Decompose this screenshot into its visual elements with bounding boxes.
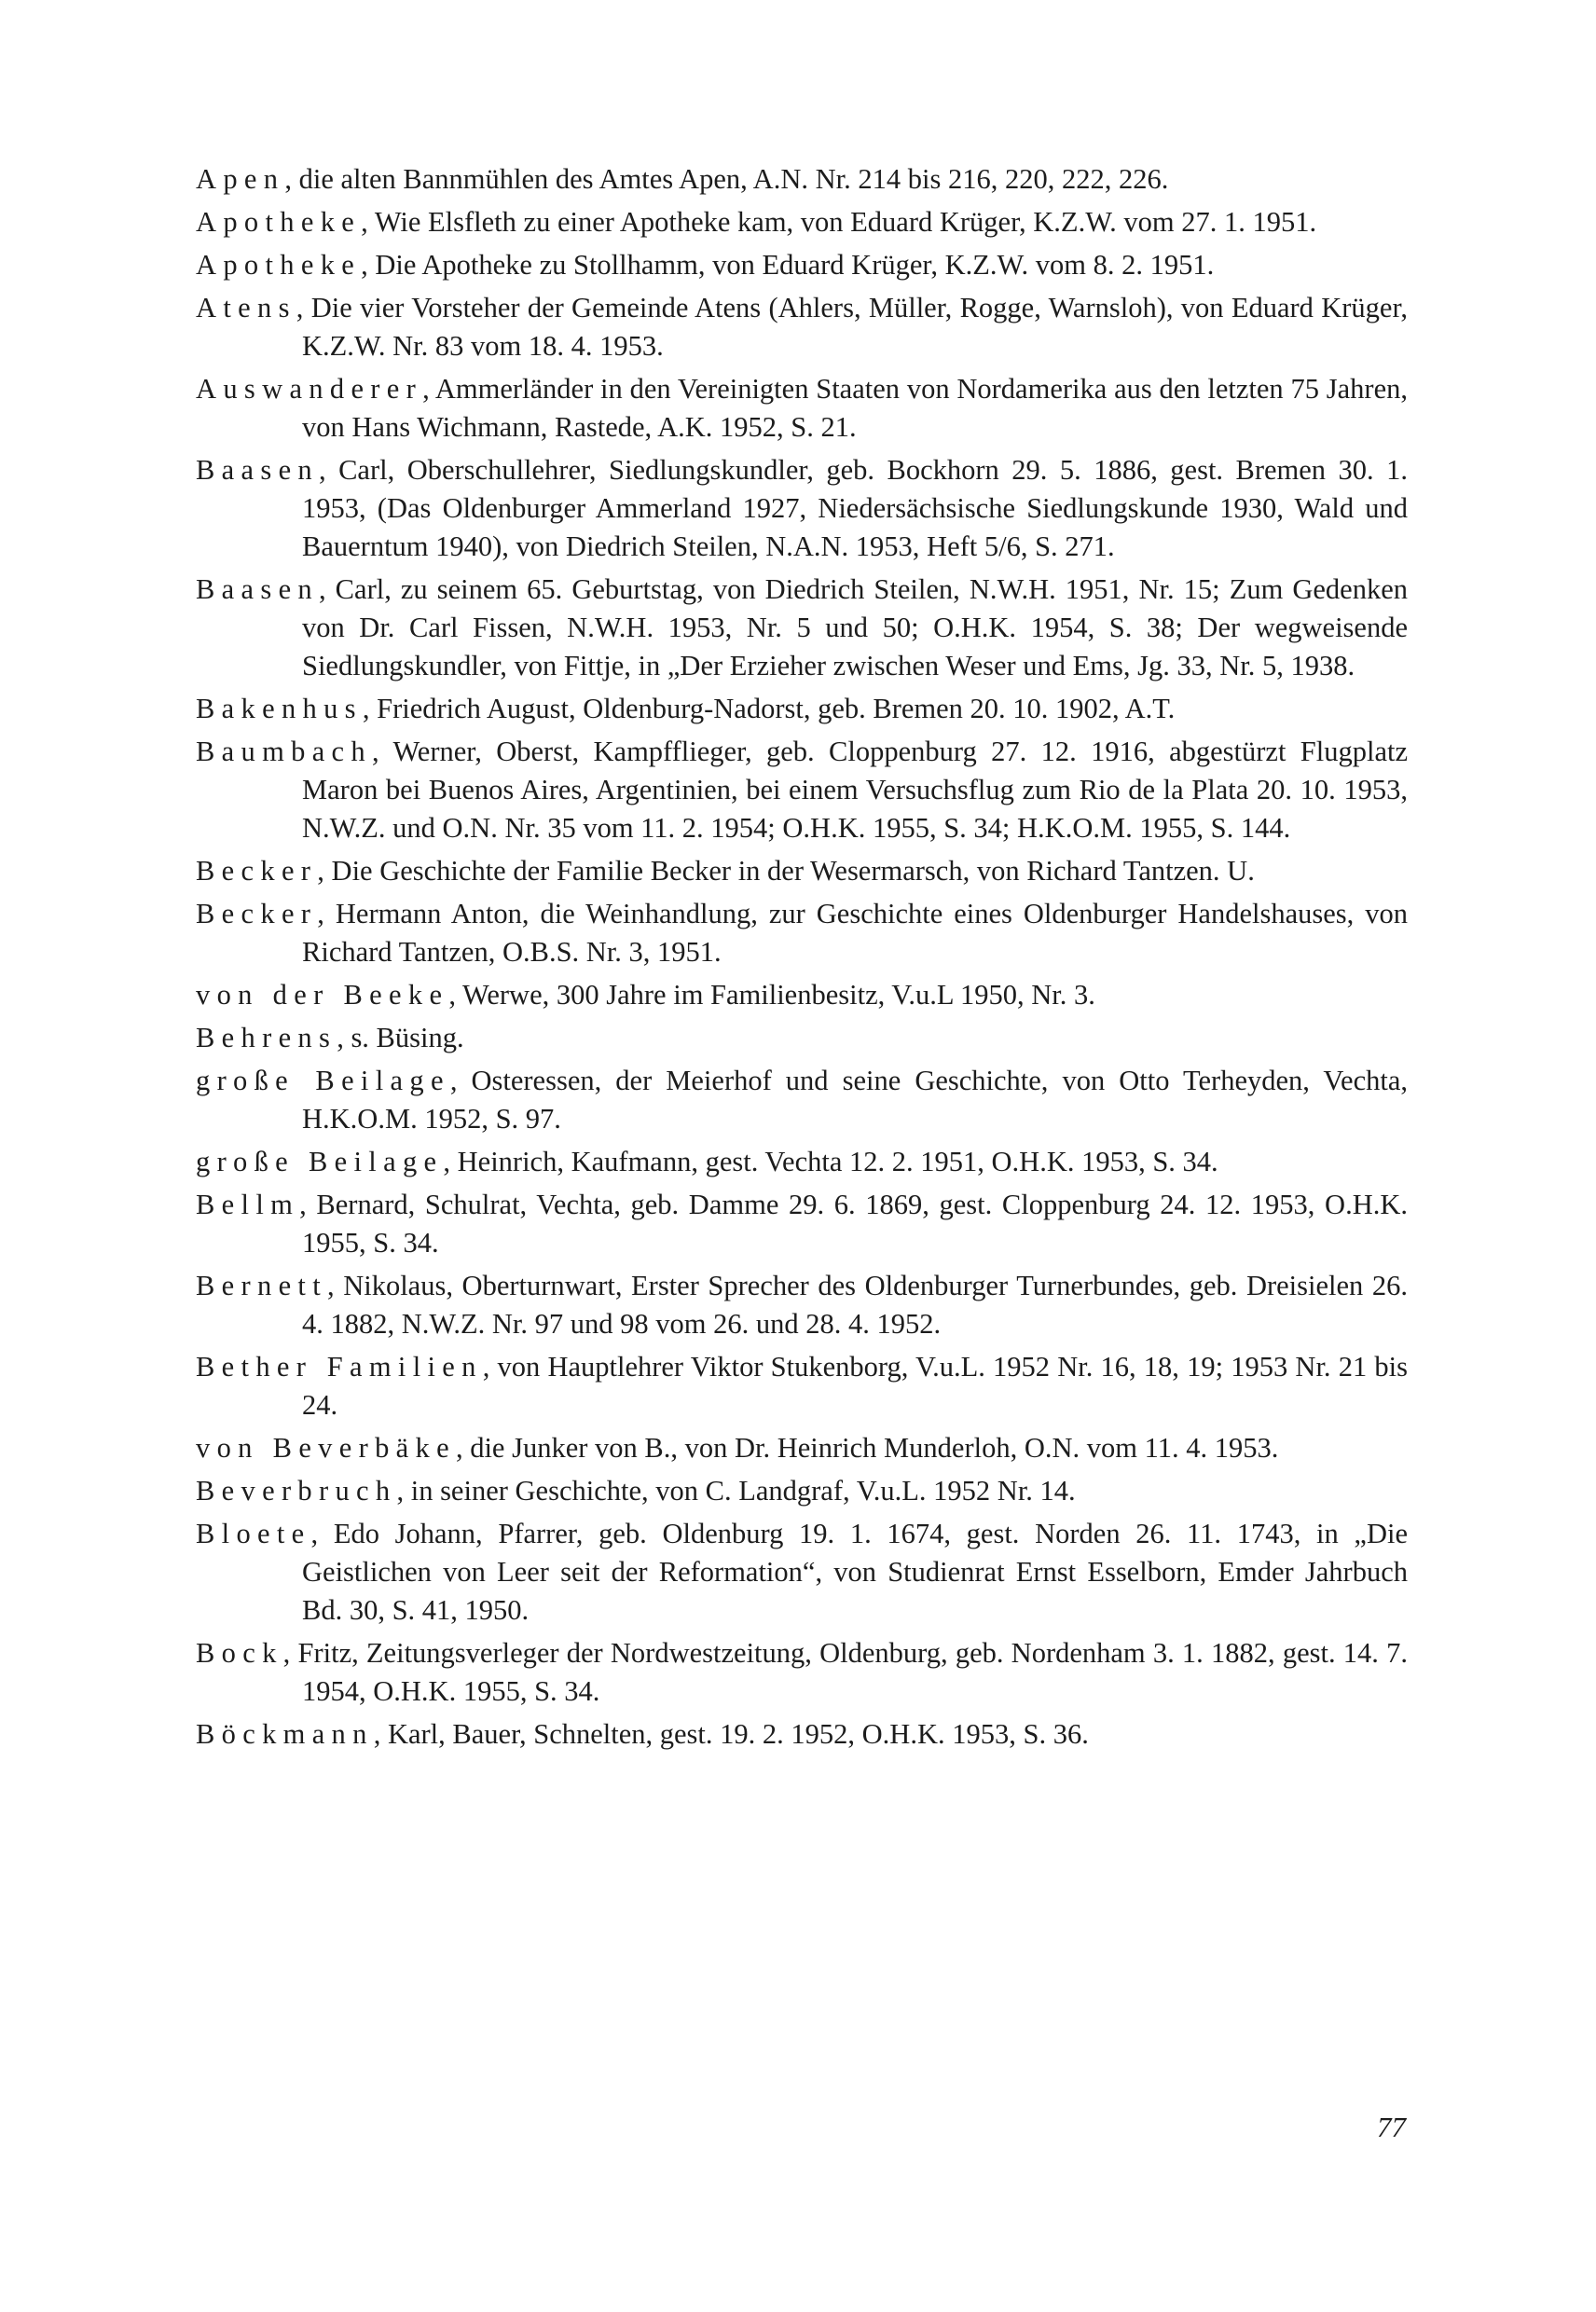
index-entry xyxy=(196,690,1408,728)
index-entry xyxy=(196,1143,1408,1181)
entry-headword: Becker xyxy=(196,855,318,887)
entry-text: , Werwe, 300 Jahre im Familienbesitz, V.u.L 1950, Nr. 3. xyxy=(448,979,1095,1011)
entry-text: , Die Geschichte der Familie Becker in der Wesermarsch, von Richard Tantzen. U. xyxy=(317,855,1255,887)
entry-text: , die Junker von B., von Dr. Heinrich Munderloh, O.N. vom 11. 4. 1953. xyxy=(455,1432,1279,1464)
entry-text: , Ammerländer in den Vereinigten Staaten von Nordamerika aus den letzten 75 Jahren, von Hans Wichmann, Rastede, A.K. 1952, S. 21. xyxy=(302,373,1408,443)
entry-headword: von der Beeke xyxy=(196,979,449,1011)
index-entry xyxy=(196,1348,1408,1424)
index-entry xyxy=(196,246,1408,284)
entry-text: , Die vier Vorsteher der Gemeinde Atens (Ahlers, Müller, Rogge, Warnsloh), von Eduard Krüger, K.Z.W. Nr. 83 vom 18. 4. 1953. xyxy=(296,292,1408,362)
index-entry xyxy=(196,1715,1408,1754)
index-entry xyxy=(196,1634,1408,1711)
entry-text: , die alten Bannmühlen des Amtes Apen, A.N. Nr. 214 bis 216, 220, 222, 226. xyxy=(284,163,1169,195)
entry-text: , Werner, Oberst, Kampfflieger, geb. Cloppenburg 27. 12. 1916, abgestürzt Flugplatz Maron bei Buenos Aires, Argentinien, bei einem Versuchsflug zum Rio de la Plata 20. 10. 1953, N.W.Z. und O.N. Nr. 35 vom 11. 2. 1954; O.H.K. 1955, S. 34; H.K.O.M. 1955, S. 144. xyxy=(302,736,1408,844)
entry-text: , Fritz, Zeitungsverleger der Nordwestzeitung, Oldenburg, geb. Nordenham 3. 1. 1882, gest. 14. 7. 1954, O.H.K. 1955, S. 34. xyxy=(282,1637,1408,1707)
index-entry xyxy=(196,370,1408,447)
entry-headword: Bernett xyxy=(196,1270,328,1301)
index-page xyxy=(196,160,1408,1758)
page-number: 77 xyxy=(1377,2111,1406,2143)
entry-headword: Bellm xyxy=(196,1189,300,1220)
entry-headword: Apotheke xyxy=(196,206,362,238)
entry-headword: Baasen xyxy=(196,454,319,486)
entry-text: , Wie Elsfleth zu einer Apotheke kam, von Eduard Krüger, K.Z.W. vom 27. 1. 1951. xyxy=(361,206,1317,238)
entry-text: , Karl, Bauer, Schnelten, gest. 19. 2. 1952, O.H.K. 1953, S. 36. xyxy=(373,1718,1089,1750)
entry-text: , von Hauptlehrer Viktor Stukenborg, V.u.L. 1952 Nr. 16, 18, 19; 1953 Nr. 21 bis 24. xyxy=(302,1351,1408,1421)
index-entry xyxy=(196,1472,1408,1510)
index-entry xyxy=(196,976,1408,1014)
entry-headword: Apen xyxy=(196,163,285,195)
index-entry xyxy=(196,451,1408,566)
entry-headword: große Beilage xyxy=(196,1146,444,1177)
entry-text: , Osteressen, der Meierhof und seine Geschichte, von Otto Terheyden, Vechta, H.K.O.M. 1952, S. 97. xyxy=(302,1065,1408,1135)
entry-headword: große Beilage xyxy=(196,1065,450,1096)
entry-text: , Edo Johann, Pfarrer, geb. Oldenburg 19. 1. 1674, gest. Norden 26. 11. 1743, in „Die Geistlichen von Leer seit der Reformation“, von Studienrat Ernst Esselborn, Emder Jahrbuch Bd. 30, S. 41, 1950. xyxy=(302,1518,1408,1626)
entry-text: , Nikolaus, Oberturnwart, Erster Sprecher des Oldenburger Turnerbundes, geb. Dreisielen 26. 4. 1882, N.W.Z. Nr. 97 und 98 vom 26. und 28. 4. 1952. xyxy=(302,1270,1408,1340)
entry-headword: Bakenhus xyxy=(196,693,363,724)
entry-headword: Bloete xyxy=(196,1518,311,1549)
index-entry xyxy=(196,895,1408,971)
entry-text: , Bernard, Schulrat, Vechta, geb. Damme 29. 6. 1869, gest. Cloppenburg 24. 12. 1953, O.H.K. 1955, S. 34. xyxy=(299,1189,1408,1259)
entry-headword: Baumbach xyxy=(196,736,372,767)
entry-headword: Auswanderer xyxy=(196,373,423,405)
entry-headword: Bock xyxy=(196,1637,283,1669)
entry-text: , in seiner Geschichte, von C. Landgraf, V.u.L. 1952 Nr. 14. xyxy=(396,1475,1076,1507)
index-entry xyxy=(196,160,1408,199)
index-entry xyxy=(196,852,1408,890)
entry-text: , s. Büsing. xyxy=(337,1022,464,1053)
entry-headword: Apotheke xyxy=(196,249,362,281)
index-entry xyxy=(196,289,1408,365)
index-entry xyxy=(196,1267,1408,1343)
index-entry xyxy=(196,203,1408,241)
index-entry xyxy=(196,1062,1408,1138)
entry-text: , Heinrich, Kaufmann, gest. Vechta 12. 2. 1951, O.H.K. 1953, S. 34. xyxy=(443,1146,1218,1177)
index-entry xyxy=(196,1186,1408,1262)
entry-text: , Carl, zu seinem 65. Geburtstag, von Diedrich Steilen, N.W.H. 1951, Nr. 15; Zum Gedenken von Dr. Carl Fissen, N.W.H. 1953, Nr. 5 und 50; O.H.K. 1954, S. 38; Der wegweisende Siedlungskundler, von Fittje, in „Der Erzieher zwischen Weser und Ems, Jg. 33, Nr. 5, 1938. xyxy=(302,573,1408,681)
index-entry xyxy=(196,1019,1408,1057)
index-entry xyxy=(196,733,1408,847)
index-entry xyxy=(196,1515,1408,1630)
index-entry xyxy=(196,1429,1408,1467)
index-entry xyxy=(196,571,1408,685)
entry-headword: von Beverbäke xyxy=(196,1432,456,1464)
entry-text: , Friedrich August, Oldenburg-Nadorst, geb. Bremen 20. 10. 1902, A.T. xyxy=(362,693,1176,724)
entry-headword: Becker xyxy=(196,898,318,929)
entry-headword: Beverbruch xyxy=(196,1475,397,1507)
entry-text: , Hermann Anton, die Weinhandlung, zur Geschichte eines Oldenburger Handelshauses, von Richard Tantzen, O.B.S. Nr. 3, 1951. xyxy=(302,898,1408,968)
entry-headword: Bether Familien xyxy=(196,1351,483,1383)
entry-headword: Baasen xyxy=(196,573,319,605)
entry-headword: Atens xyxy=(196,292,296,323)
entry-text: , Carl, Oberschullehrer, Siedlungskundler, geb. Bockhorn 29. 5. 1886, gest. Bremen 30. 1. 1953, (Das Oldenburger Ammerland 1927, Niedersächsische Siedlungskunde 1930, Wald und Bauerntum 1940), von Diedrich Steilen, N.A.N. 1953, Heft 5/6, S. 271. xyxy=(302,454,1408,562)
entry-headword: Behrens xyxy=(196,1022,337,1053)
entry-headword: Böckmann xyxy=(196,1718,374,1750)
entry-text: , Die Apotheke zu Stollhamm, von Eduard Krüger, K.Z.W. vom 8. 2. 1951. xyxy=(361,249,1215,281)
